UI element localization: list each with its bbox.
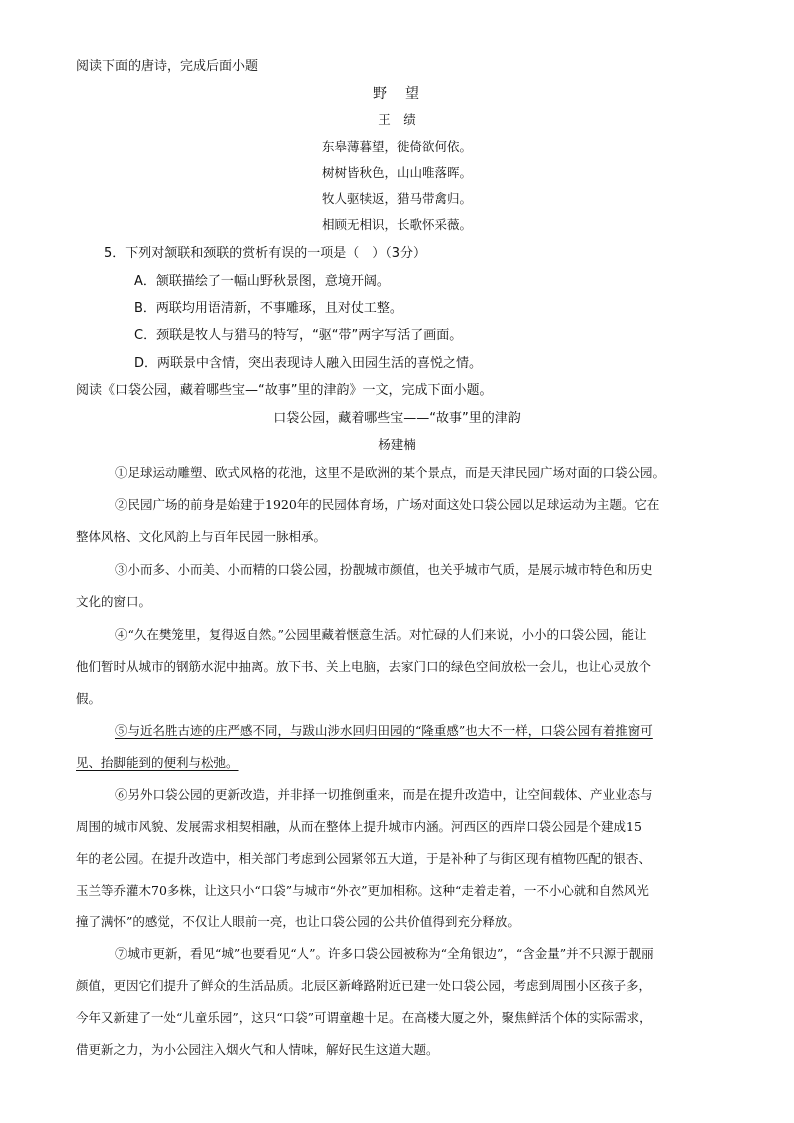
article-paragraph-line: 周围的城市风貌、发展需求相契相融，从而在整体上提升城市内涵。河西区的西岸口袋公园是个建成15 <box>76 819 642 834</box>
poem-title: 野 望 <box>373 86 421 102</box>
article-paragraph-line: ⑦城市更新，看见“城”也要看见“人”。许多口袋公园被称为“全角银边”，“含金量”并不只源于靓丽 <box>115 946 654 961</box>
article-paragraph-line: 整体风格、文化风韵上与百年民园一脉相承。 <box>76 529 327 544</box>
question-5-stem: 5．下列对颔联和颈联的赏析有误的一项是（ ）（3分） <box>104 246 427 261</box>
article-reading-instruction: 阅读《口袋公园，藏着哪些宝—“故事”里的津韵》一文，完成下面小题。 <box>76 383 493 398</box>
poem-line: 东皋薄暮望，徙倚欲何依。 <box>321 139 472 154</box>
article-author: 杨建楠 <box>378 437 416 452</box>
poem-reading-instruction: 阅读下面的唐诗，完成后面小题 <box>76 59 259 74</box>
question-5-option-a: A．颔联描绘了一幅山野秋景图，意境开阔。 <box>134 274 390 289</box>
article-paragraph-line: 今年又新建了一处“儿童乐园”，这只“口袋”可谓童趣十足。在高楼大厦之外，聚焦鲜活个体的实际需求， <box>76 1010 652 1025</box>
poem-line: 牧人驱犊返，猎马带禽归。 <box>321 191 472 206</box>
article-underlined-line: ⑤与近名胜古迹的庄严感不同，与跋山涉水回归田园的“隆重感”也大不一样，口袋公园有着推窗可 <box>115 723 653 738</box>
article-paragraph-line: 文化的窗口。 <box>76 594 152 609</box>
question-5-option-c: C．颈联是牧人与猎马的特写，“驱“带”两字写活了画面。 <box>134 328 463 343</box>
article-paragraph-line: 颜值，更因它们提升了鲜众的生活品质。北辰区新峰路附近已建一处口袋公园，考虑到周围小区孩子多， <box>76 978 652 993</box>
article-underlined-line: 见、抬脚能到的便利与松弛。 <box>76 755 239 770</box>
question-5-option-d: D．两联景中含情，突出表现诗人融入田园生活的喜悦之情。 <box>134 356 483 371</box>
poem-line: 相顾无相识，长歌怀采薇。 <box>321 217 472 232</box>
article-paragraph-line: ④“久在樊笼里，复得返自然。”公园里藏着惬意生活。对忙碌的人们来说，小小的口袋公园，能让 <box>115 627 647 642</box>
article-title: 口袋公园，藏着哪些宝——“故事”里的津韵 <box>273 411 521 426</box>
article-paragraph-line: ⑥另外口袋公园的更新改造，并非择一切推倒重来，而是在提升改造中，让空间载体、产业业态与 <box>115 787 653 802</box>
article-paragraph-line: ③小而多、小而美、小而精的口袋公园，扮靓城市颜值，也关乎城市气质，是展示城市特色和历史 <box>115 562 653 577</box>
article-paragraph-line: 玉兰等乔灌木70多株，让这只小“口袋”与城市“外衣”更加相称。这种“走着走着，一不小心就和自然风光 <box>76 883 649 898</box>
article-paragraph-line: ②民园广场的前身是始建于1920年的民园体育场，广场对面这处口袋公园以足球运动为主题。它在 <box>115 497 660 512</box>
poem-line: 树树皆秋色，山山唯落晖。 <box>321 165 472 180</box>
article-paragraph-line: 假。 <box>76 691 102 706</box>
article-paragraph-line: 撞了满怀”的感觉，不仅让人眼前一亮，也让口袋公园的公共价值得到充分释放。 <box>76 914 520 929</box>
article-paragraph-line: ①足球运动雕塑、欧式风格的花池，这里不是欧洲的某个景点，而是天津民园广场对面的口袋公园。 <box>115 465 666 480</box>
article-paragraph-line: 年的老公园。在提升改造中，相关部门考虑到公园紧邻五大道，于是补种了与街区现有植物匹配的银杏、 <box>76 851 652 866</box>
article-paragraph-line: 他们暂时从城市的钢筋水泥中抽离。放下书、关上电脑，去家门口的绿色空间放松一会儿，也让心灵放个 <box>76 659 652 674</box>
article-paragraph-line: 借更新之力，为小公园注入烟火气和人情味，解好民生这道大题。 <box>76 1042 439 1057</box>
poem-author: 王 绩 <box>378 112 416 127</box>
question-5-option-b: B．两联均用语清新，不事雕琢，且对仗工整。 <box>134 301 403 316</box>
